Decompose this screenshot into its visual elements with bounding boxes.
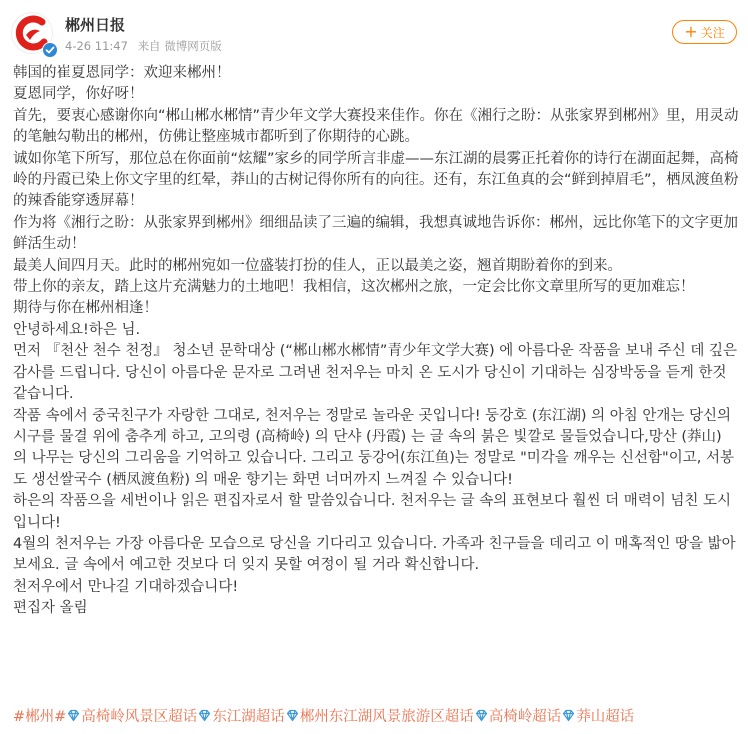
hashtag-link[interactable]: 郴州东江湖风景旅游区超话 xyxy=(299,709,474,725)
post-paragraph: 4월의 천저우는 가장 아름다운 모습으로 당신을 기다리고 있습니다. 가족과 친구들을 데리고 이 매혹적인 땅을 밟아 보세요. 글 속에서 예고한 것보다 더 잊지 못할 여정이 될 거라 확신합니다. xyxy=(13,535,736,574)
post-meta xyxy=(65,38,222,54)
post-body xyxy=(13,63,739,620)
post-paragraph: 首先，要衷心感谢你向“郴山郴水郴情”青少年文学大赛投来佳作。你在《湘行之盼：从张家界到郴州》里，用灵动的笔触勾勒出的郴州，仿佛让整座城市都听到了你期待的心跳。 xyxy=(13,107,739,146)
post-paragraph: 천저우에서 만나길 기대하겠습니다! xyxy=(13,578,239,595)
post-header xyxy=(0,0,748,60)
follow-button[interactable] xyxy=(672,20,737,44)
post-paragraph: 안녕하세요!하은 님. xyxy=(13,321,141,338)
username[interactable]: 郴州日报 xyxy=(65,16,126,34)
hashtag-link[interactable]: #郴州# xyxy=(13,709,67,725)
post-paragraph: 期待与你在郴州相逢！ xyxy=(13,300,158,317)
post-paragraph: 편집자 올림 xyxy=(13,600,88,617)
post-paragraph: 작품 속에서 중국친구가 자랑한 그대로, 천저우는 정말로 놀라운 곳입니다! 둥강호 (东江湖) 의 아침 안개는 당신의 시구를 물결 위에 춤추게 하고, 고의령 (高椅岭) 의 단샤 (丹霞) 는 글 속의 붉은 빛깔로 물들었습니다,망산 (莽山) 의 나무는 당신의 그리움을 기억하고 있습니다. 그리고 둥강어(东江鱼)는 정말로 "미각을 깨우는 신선함"이고, 서봉도 생선쌀국수 (栖凤渡鱼粉) 의 매운 향기는 화면 너머까지 느껴질 수 있습니다! xyxy=(13,407,734,488)
post-paragraph: 하은의 작품으을 세번이나 읽은 편집자로서 할 말씀있습니다. 천저우는 글 속의 표현보다 훨씬 더 매력이 넘친 도시입니다! xyxy=(13,493,732,531)
hashtag-link[interactable]: 高椅岭超话 xyxy=(488,709,562,725)
post-paragraph: 带上你的亲友，踏上这片充满魅力的土地吧！我相信，这次郴州之旅，一定会比你文章里所写的更加难忘！ xyxy=(13,279,695,296)
diamond-icon xyxy=(562,709,575,722)
diamond-icon xyxy=(475,709,488,722)
post-paragraph: 作为将《湘行之盼：从张家界到郴州》细细品读了三遍的编辑，我想真诚地告诉你：郴州，远比你笔下的文字更加鲜活生动！ xyxy=(13,214,738,253)
avatar[interactable] xyxy=(11,12,53,54)
post-paragraph: 诚如你笔下所写，那位总在你面前“炫耀”家乡的同学所言非虚——东江湖的晨雾正托着你的诗行在湖面起舞，高椅岭的丹霞已染上你文字里的红晕，莽山的古树记得你所有的向往。还有，东江鱼真的会“鲜到掉眉毛”，栖凤渡鱼粉的辣香能穿透屏幕！ xyxy=(13,150,739,210)
follow-label: 关注 xyxy=(700,25,725,40)
post-date[interactable]: 4-26 11:47 xyxy=(65,39,128,53)
plus-icon: + xyxy=(684,22,698,41)
hashtag-link[interactable]: 莽山超话 xyxy=(576,709,635,725)
post-source: 来自 微博网页版 xyxy=(137,39,222,53)
post-paragraph: 夏恩同学，你好呀！ xyxy=(13,86,144,103)
diamond-icon xyxy=(198,709,211,722)
hashtag-row xyxy=(13,707,743,728)
post-paragraph: 最美人间四月天。此时的郴州宛如一位盛装打扮的佳人，正以最美之姿，翘首期盼着你的到来。 xyxy=(13,257,622,274)
verified-badge-icon xyxy=(42,42,58,58)
post-paragraph: 韩国的崔夏恩同学：欢迎来郴州！ xyxy=(13,65,231,81)
hashtag-link[interactable]: 东江湖超话 xyxy=(212,709,285,725)
post-paragraph: 먼저 『천산 천수 천정』 청소년 문학대상 (“郴山郴水郴情”青少年文学大赛) 에 아름다운 작품을 보내 주신 데 깊은 감사를 드립니다. 당신이 아름다운 문자로 그려낸 천저우는 마치 온 도시가 당신이 기대하는 심장박동을 듣게 한것 같습니다. xyxy=(13,343,737,403)
hashtag-link[interactable]: 高椅岭风景区超话 xyxy=(81,709,198,725)
diamond-icon xyxy=(67,709,80,722)
diamond-icon xyxy=(286,709,299,722)
